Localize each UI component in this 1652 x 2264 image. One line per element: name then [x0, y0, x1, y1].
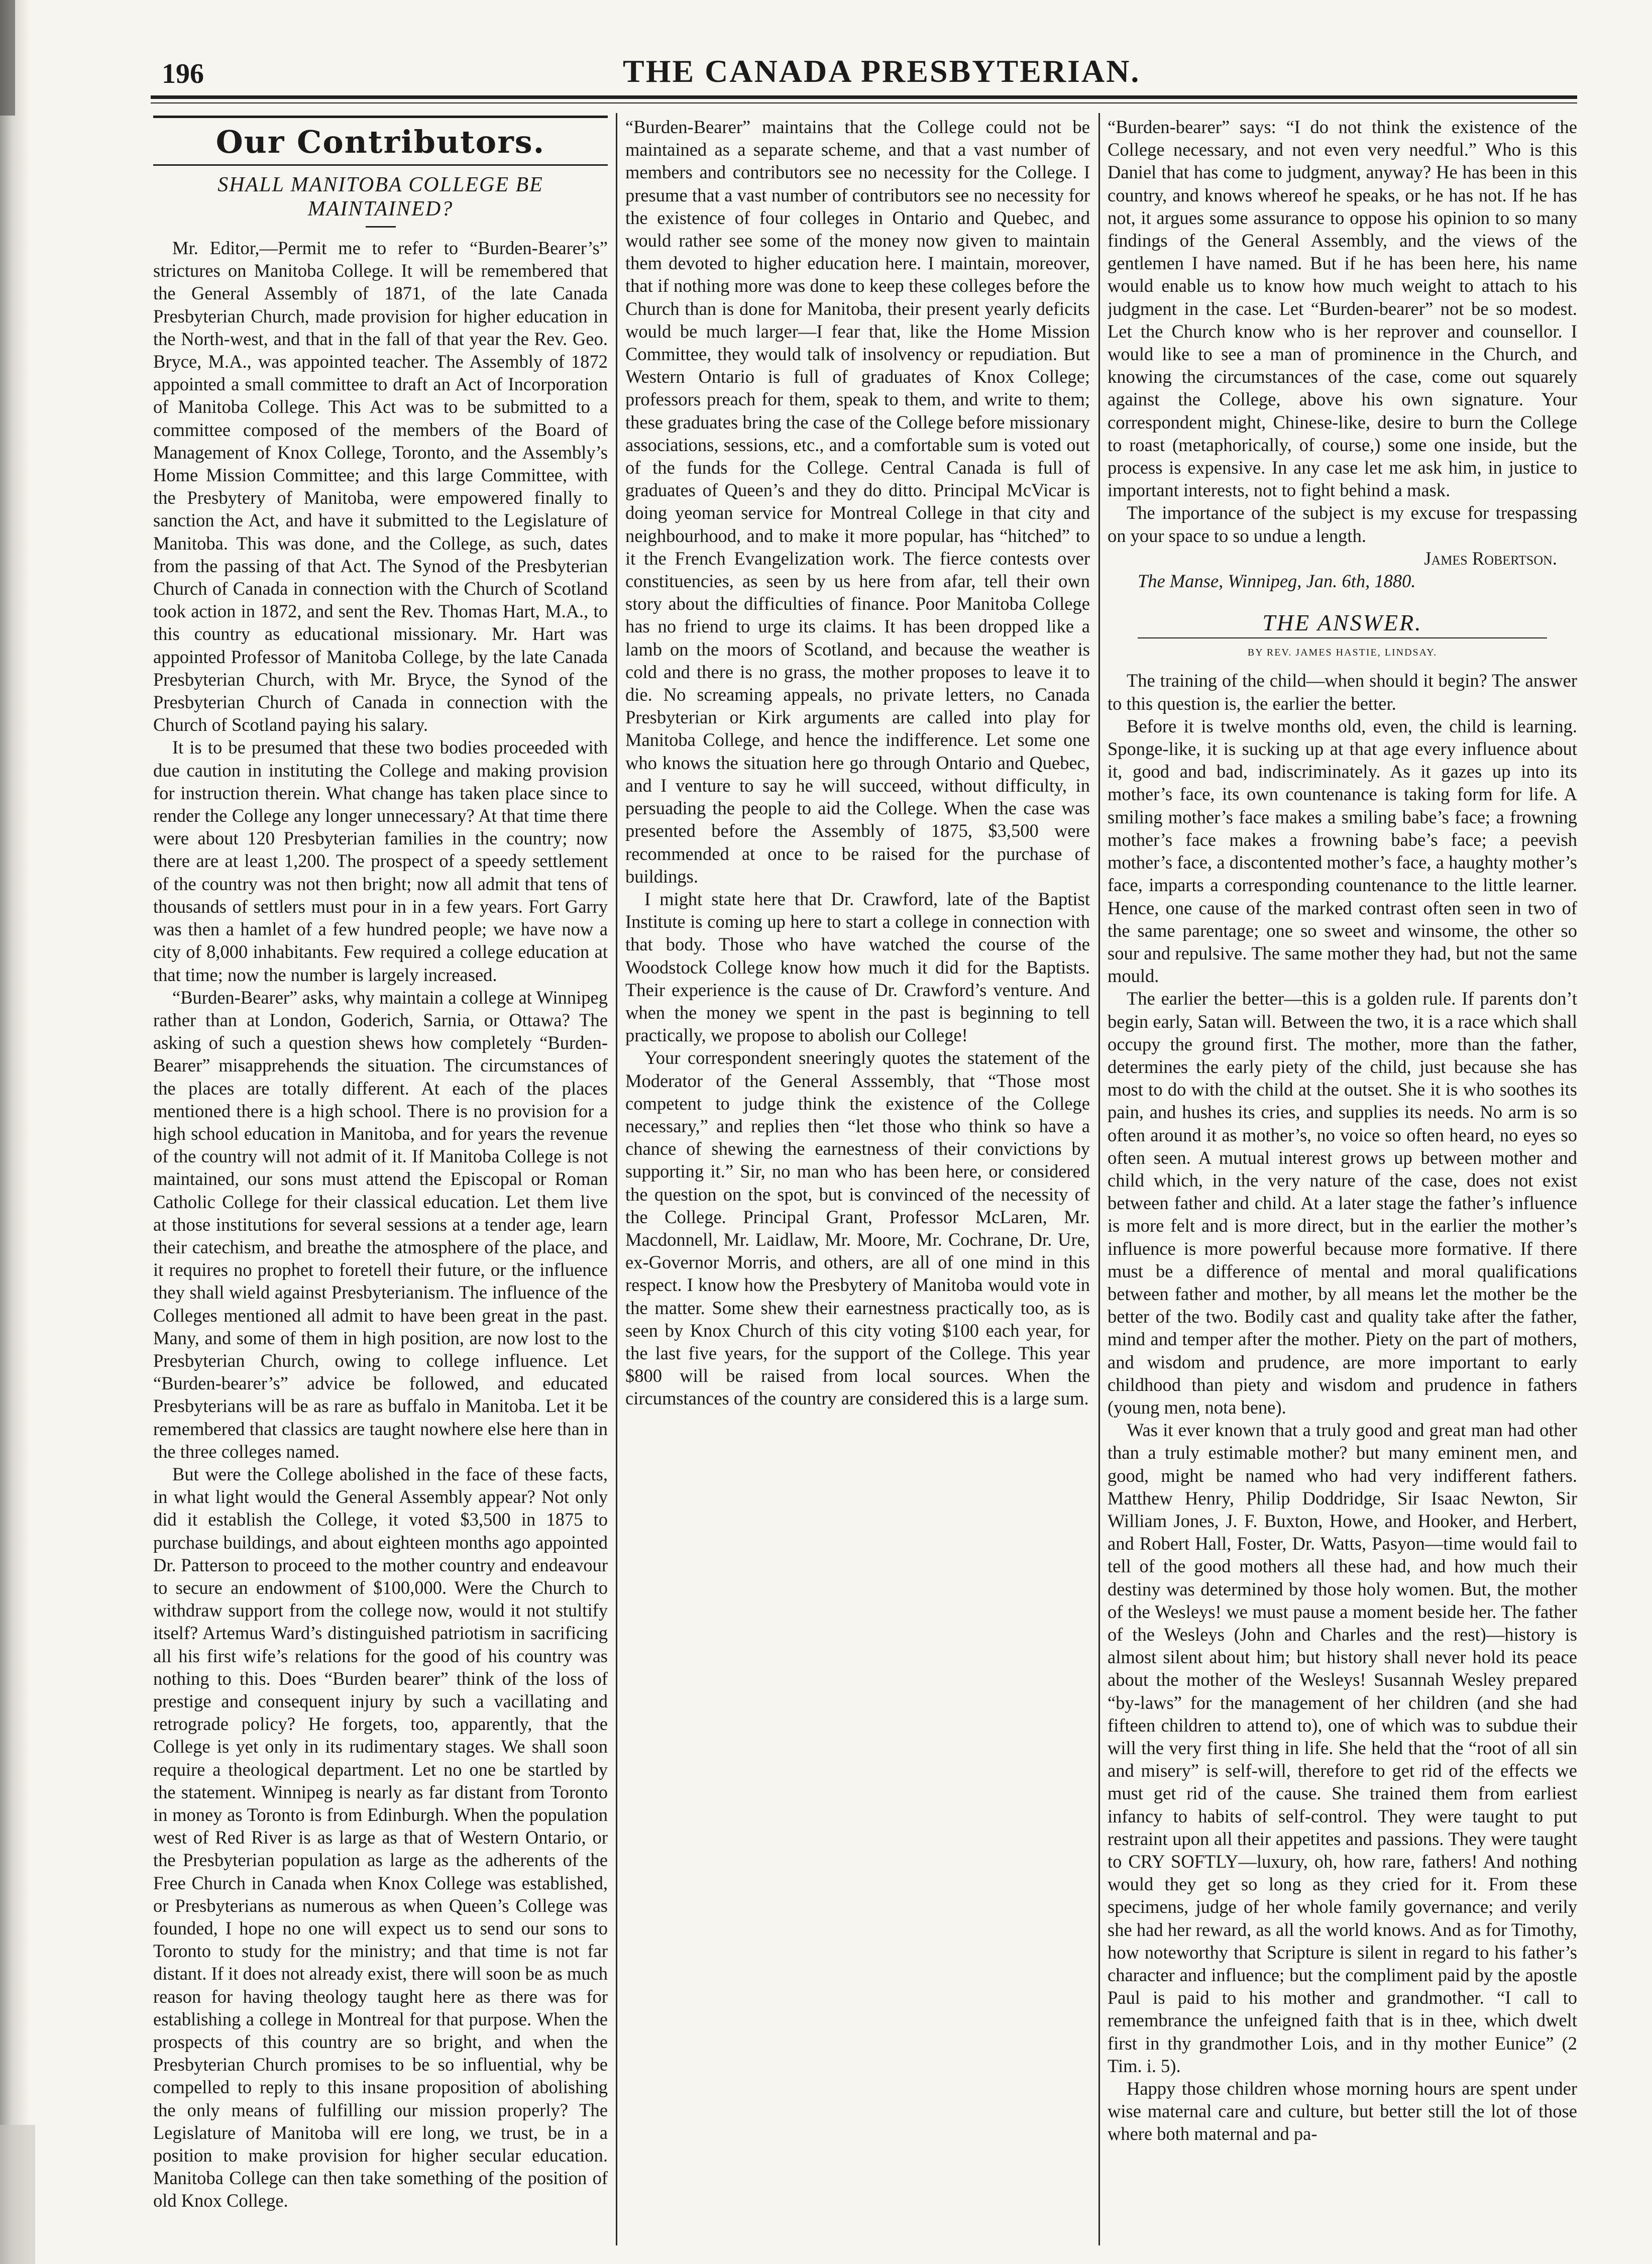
article-paragraph: “Burden-Bearer” asks, why maintain a college at Winnipeg rather than at London, Goderich, Sarnia, or Ottawa? The asking of such a question shews how completely “Burden-Bearer” misapprehends the situation. The circumstances of the places are totally different. At each of the places mentioned there is a high school. There is no provision for a high school education in Manitoba, and for years the revenue of the country will not admit of it. If Manitoba College is not maintained, our sons must attend the Episcopal or Roman Catholic College for their classical education. Let them live at those institutions for several sessions at a tender age, learn their catechism, and breathe the atmosphere of the place, and it requires no prophet to foretell their future, or the influence they shall wield against Presbyterianism. The influence of the Colleges mentioned all admit to have been great in the past. Many, and some of them in high position, are now lost to the Presbyterian Church, owing to college influence. Let “Burden-bearer’s” advice be followed, and educated Presbyterians will be as rare as buffalo in Manitoba. Let it be remembered that classics are taught nowhere else here than in the three colleges named. [153, 987, 608, 1462]
page-header [151, 48, 1577, 93]
article-paragraph: It is to be presumed that these two bodies proceeded with due caution in instituting the College and making provision for instruction therein. What change has taken place since to render the College any longer unnecessary? At that time there were about 120 Presbyterian families in the country; now there are at least 1,200. The prospect of a speedy settlement of the country was not then bright; now all admit that tens of thousands of settlers must pour in in a few years. Fort Garry was then a hamlet of a few hundred people; we have now a city of 8,000 inhabitants. Few required a college education at that time; now the number is largely increased. [153, 737, 608, 985]
article-paragraph: Happy those children whose morning hours are spent under wise maternal care and culture, but better still the lot of those where both maternal and pa- [1108, 2078, 1577, 2144]
article-paragraph-continued: “Burden-Bearer” maintains that the College could not be maintained as a separate scheme, and that a vast number of members and contributors see no necessity for the College. I presume that a vast number of contributors see no necessity for the existence of four colleges in Ontario and Quebec, and would rather see some of the money now given to maintain them devoted to higher education here. I maintain, moreover, that if nothing more was done to keep these colleges before the Church than is done for Manitoba, their present yearly deficits would be much larger—I fear that, like the Home Mission Committee, they would talk of insolvency or repudiation. But Western Ontario is full of graduates of Knox College; professors preach for them, speak to them, and write to them; these graduates bring the case of the College before missionary associations, sessions, etc., and a comfortable sum is voted out of the funds for the College. Central Canada is full of graduates of Queen’s and they do ditto. Principal McVicar is doing yeoman service for Montreal College in that city and neighbourhood, and to make it more popular, has “hitched” to it the French Evangelization work. The fierce contests over constituencies, as seen by us here from afar, tell their own story about the difficulties of finance. Poor Manitoba College has no friend to urge its claims. It has been dropped like a lamb on the moors of Scotland, and because the weather is cold and there is no grass, the mother proposes to leave it to die. No screaming appeals, no private letters, no Canada Presbyterian or Kirk arguments are called into play for Manitoba College, and hence the indifference. Let some one who knows the situation here go through Ontario and Quebec, and I venture to say he will succeed, without difficulty, in persuading the people to aid the College. When the case was presented before the Assembly of 1875, $3,500 were recommended at once to be raised for the purchase of buildings. [625, 117, 1090, 887]
scan-edge [0, 0, 30, 2264]
page-number: 196 [162, 58, 204, 89]
article-paragraph: Before it is twelve months old, even, the child is learning. Sponge-like, it is sucking up at that age every influence about it, good and bad, indiscriminately. As it gazes up into its mother’s face, its own countenance is taking form for life. A smiling mother’s face makes a smiling babe’s face; a frowning mother’s face makes a frowning babe’s face; a peevish mother’s face, a discontented mother’s face, a haughty mother’s face, imparts a corresponding countenance to the little learner. Hence, one cause of the marked contrast often seen in two of the same parentage; one so sweet and winsome, the other so sour and repulsive. The same mother they had, but not the same mould. [1108, 715, 1577, 987]
author-signature: James Robertson. [1424, 548, 1557, 569]
title-rule [366, 226, 396, 228]
header-rule-thin [151, 102, 1577, 103]
scan-mark [0, 0, 15, 116]
article-paragraph: The earlier the better—this is a golden rule. If parents don’t begin early, Satan will. Between the two, it is a race which shall occupy the ground first. The mother, more than the father, determines the early piety of the child, just because she has most to do with the child at the outset. She it is who soothes its pain, and hushes its cries, and supplies its needs. No arm is so often around it as mother’s, no voice so often heard, no eyes so often seen. A mutual interest grows up between mother and child which, in the very nature of the case, does not exist between father and child. At a later stage the father’s influence is more felt and is more direct, but in the earlier the mother’s influence is more powerful because more formative. If there must be a difference of mental and moral qualifications between father and mother, by all means let the mother be the better of the two. Bodily cast and quality take after the father, mind and temper after the mother. Piety on the part of mothers, and wisdom and prudence, are more important to early childhood than piety and wisdom and prudence in fathers (young men, nota bene). [1108, 988, 1577, 1418]
column-1 [153, 116, 608, 2250]
article-paragraph: Was it ever known that a truly good and great man had other than a truly estimable mother? but many eminent men, and good, might be named who had very indifferent fathers. Matthew Henry, Philip Doddridge, Sir Isaac Newton, Sir William Jones, J. F. Buxton, Howe, and Hooker, and Herbert, and Robert Hall, Foster, Dr. Watts, Pasyon—time would fail to tell of the good mothers all these had, and how much their destiny was determined by those holy women. But, the mother of the Wesleys! we must pause a moment beside her. The father of the Wesleys (John and Charles and the rest)—history is almost silent about him; but history shall never hold its peace about the mother of the Wesleys! Susannah Wesley prepared “by-laws” for the management of her children (and she had fifteen children to attend to), one of which was to subdue their will the very first thing in life. She held that the “root of all sin and misery” is self-will, therefore to get rid of the effects we must get rid of the cause. She trained them from earliest infancy to habits of self-control. They were taught to put restraint upon all their appetites and passions. They were taught to CRY SOFTLY—luxury, oh, how rare, fathers! And nothing would they get so long as they cried for it. From these specimens, judge of her whole family governance; and verily she had her reward, as all the world knows. And as for Timothy, how noteworthy that Scripture is silent in regard to his father’s character and influence; but the compliment paid by the apostle Paul is paid to his mother and grandmother. “I call to remembrance the unfeigned faith that is in thee, which dwelt first in thy grandmother Lois, and in thy mother Eunice” (2 Tim. i. 5). [1108, 1420, 1577, 2076]
newspaper-title: THE CANADA PRESBYTERIAN. [623, 53, 1141, 89]
article-paragraph: The training of the child—when should it begin? The answer to this question is, the earlier the better. [1108, 670, 1577, 714]
header-rule [151, 95, 1577, 99]
article-paragraph-continued: “Burden-bearer” says: “I do not think the existence of the College necessary, and not even very needful.” Who is this Daniel that has come to judgment, anyway? He has been in this country, and knows whereof he speaks, or he has not. If he has not, it argues some assurance to oppose his opinion to so many findings of the General Assembly, and the views of the gentlemen I have named. But if he has been here, his name would enable us to know how much weight to attach to his judgment in the case. Let “Burden-bearer” not be so modest. Let the Church know who is her reprover and counsellor. I would like to see a man of prominence in the Church, and knowing the circumstances of the case, come out squarely against the College, above his own signature. Your correspondent might, Chinese-like, desire to burn the College to roast (metaphorically, of course,) some one inside, but the process is expensive. In any case let me ask him, in justice to important interests, not to fight behind a mask. [1108, 117, 1577, 501]
article-title: THE ANSWER. [1262, 610, 1422, 636]
column-separator [1098, 113, 1100, 2245]
byline: BY REV. JAMES HASTIE, LINDSAY. [1247, 647, 1438, 659]
dateline: The Manse, Winnipeg, Jan. 6th, 1880. [1138, 571, 1416, 592]
article-paragraph: Your correspondent sneeringly quotes the statement of the Moderator of the General Asssembly, that “Those most competent to judge think the existence of the College necessary,” and replies then “let those who think so have a chance of shewing the earnestness of their convictions by supporting it.” Sir, no man who has been here, or considered the question on the spot, but is convinced of the necessity of the College. Principal Grant, Professor McLaren, Mr. Macdonnell, Mr. Laidlaw, Mr. Moore, Mr. Cochrane, Dr. Ure, ex-Governor Morris, and others, are all of one mind in this respect. I know how the Presbytery of Manitoba would vote in the matter. Some shew their earnestness practically too, as is seen by Knox Church of this city voting $100 each year, for the last five years, for the support of the College. This year $800 will be raised from local sources. When the circumstances of the country are considered this is a large sum. [625, 1047, 1090, 1409]
article-paragraph: I might state here that Dr. Crawford, late of the Baptist Institute is coming up here to start a college in connection with that body. Those who have watched the course of the Woodstock College know how much it did for the Baptists. Their experience is the cause of Dr. Crawford’s venture. And when the money we spent in the past is beginning to tell practically, we propose to abolish our College! [625, 888, 1090, 1046]
department-header [153, 116, 608, 166]
scan-mark [0, 2125, 35, 2264]
column-3 [1108, 116, 1577, 2250]
title-rule [1138, 637, 1547, 638]
column-separator [616, 113, 617, 2245]
department-heading: Our Contributors. [215, 124, 545, 160]
column-2 [625, 116, 1090, 2250]
article-paragraph: The importance of the subject is my excuse for trespassing on your space to so undue a length. [1108, 502, 1577, 546]
article-title: SHALL MANITOBA COLLEGE BE MAINTAINED? [217, 173, 543, 221]
article-paragraph: Mr. Editor,—Permit me to refer to “Burden-Bearer’s” strictures on Manitoba College. It will be remembered that the General Assembly of 1871, of the late Canada Presbyterian Church, made provision for higher education in the North-west, and that in the fall of that year the Rev. Geo. Bryce, M.A., was appointed teacher. The Assembly of 1872 appointed a small committee to draft an Act of Incorporation of Manitoba College. This Act was to be submitted to a committee composed of the members of the Board of Management of Knox College, Toronto, and the Assembly’s Home Mission Committee; and this large Committee, with the Presbytery of Manitoba, were empowered finally to sanction the Act, and have it submitted to the Legislature of Manitoba. This was done, and the College, as such, dates from the passing of that Act. The Synod of the Presbyterian Church of Canada in connection with the Church of Scotland took action in 1872, and sent the Rev. Thomas Hart, M.A., to this country as educational missionary. Mr. Hart was appointed Professor of Manitoba College, by the late Canada Presbyterian Church, with Mr. Bryce, the Synod of the Presbyterian Church of Canada in connection with the Church of Scotland paying his salary. [153, 238, 608, 735]
article-paragraph: But were the College abolished in the face of these facts, in what light would the General Assembly appear? Not only did it establish the College, it voted $3,500 in 1875 to purchase buildings, and about eighteen months ago appointed Dr. Patterson to proceed to the mother country and endeavour to secure an endowment of $100,000. Were the Church to withdraw support from the college now, would it not stultify itself? Artemus Ward’s distinguished patriotism in sacrificing all his first wife’s relations for the good of his country was nothing to this. Does “Burden bearer” think of the loss of prestige and consequent injury by such a vacillating and retrograde policy? He forgets, too, apparently, that the College is yet only in its rudimentary stages. We shall soon require a theological department. Let no one be startled by the statement. Winnipeg is nearly as far distant from Toronto in money as Toronto is from Edinburgh. When the population west of Red River is as large as that of Western Ontario, or the Presbyterian population as large as the adherents of the Free Church in Canada when Knox College was established, or Presbyterians as numerous as when Queen’s College was founded, I hope no one will expect us to send our sons to Toronto to study for the ministry; and that time is not far distant. If it does not already exist, there will soon be as much reason for having theology taught here as there was for establishing a college in Montreal for that purpose. When the prospects of this country are so bright, and when the Presbyterian Church promises to be so influential, why be compelled to reply to this insane proposition of abolishing the only means of fulfilling our mission properly? The Legislature of Manitoba will ere long, we trust, be in a position to make provision for higher secular education. Manitoba College can then take something of the position of old Knox College. [153, 1463, 608, 2211]
